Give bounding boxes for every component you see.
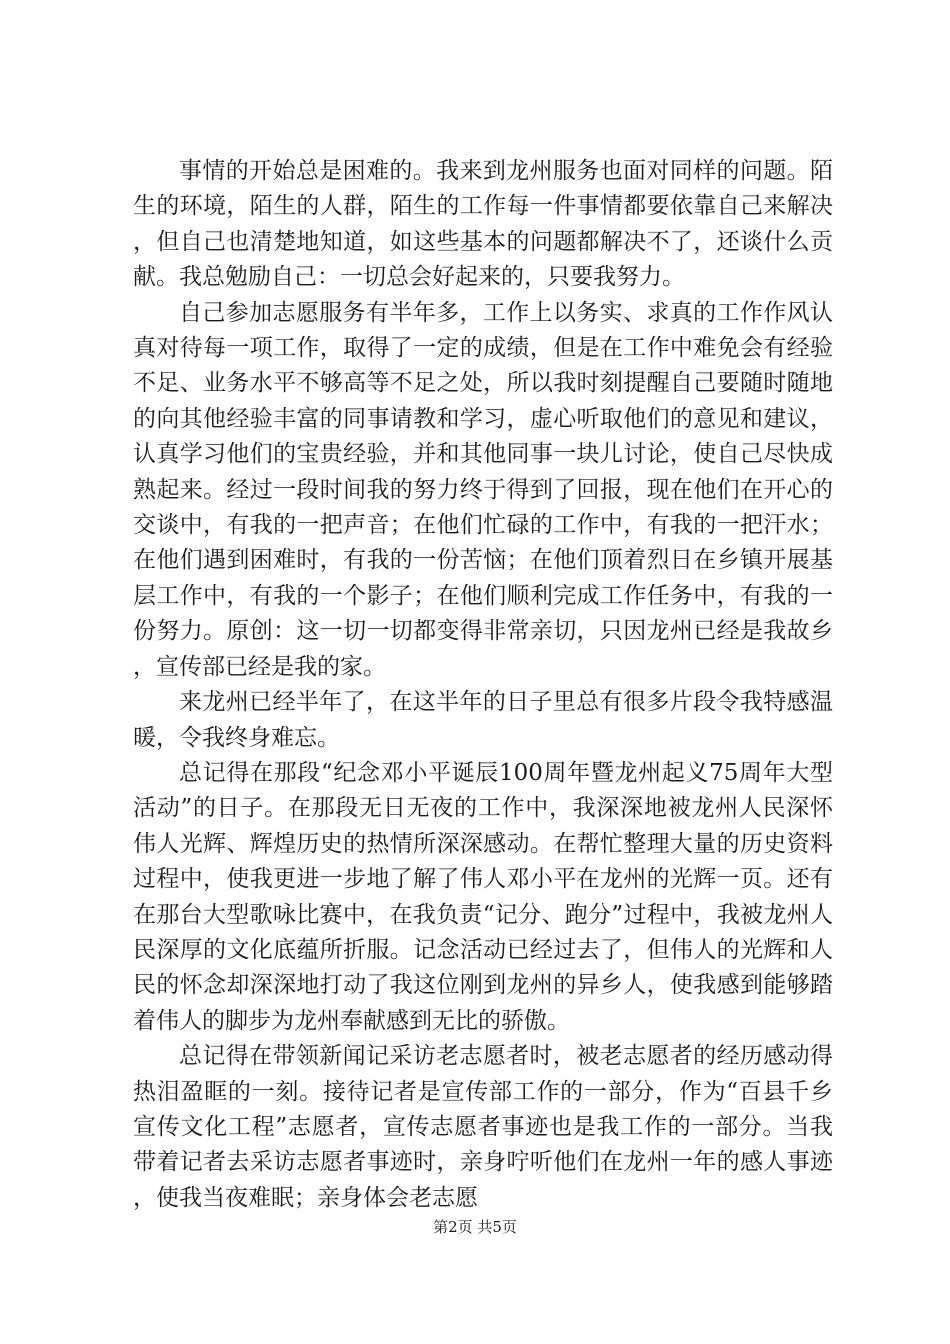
paragraph: 来龙州已经半年了，在这半年的日子里总有很多片段令我特感温暖，令我终身难忘。 xyxy=(133,689,833,751)
document-body xyxy=(133,154,833,1216)
paragraph: 总记得在带领新闻记采访老志愿者时，被老志愿者的经历感动得热泪盈眶的一刻。接待记者是宣传部工作的一部分，作为“百县千乡宣传文化工程”志愿者，宣传志愿者事迹也是我工作的一部分。当我带着记者去采访志愿者事迹时，亲身咛听他们在龙州一年的感人事迹，使我当夜难眠；亲身体会老志愿 xyxy=(133,1043,833,1211)
paragraph: 自己参加志愿服务有半年多，工作上以务实、求真的工作作风认真对待每一项工作，取得了一定的成绩，但是在工作中难免会有经验不足、业务水平不够高等不足之处，所以我时刻提醒自己要随时随地的向其他经验丰富的同事请教和学习，虚心听取他们的意见和建议，认真学习他们的宝贵经验，并和其他同事一块儿讨论，使自己尽快成熟起来。经过一段时间我的努力终于得到了回报，现在他们在开心的交谈中，有我的一把声音；在他们忙碌的工作中，有我的一把汗水；在他们遇到困难时，有我的一份苦恼；在他们顶着烈日在乡镇开展基层工作中，有我的一个影子；在他们顺利完成工作任务中，有我的一份努力。原创：这一切一切都变得非常亲切，只因龙州已经是我故乡，宣传部已经是我的家。 xyxy=(133,299,833,680)
paragraph: 总记得在那段“纪念邓小平诞辰100周年暨龙州起义75周年大型活动”的日子。在那段无日无夜的工作中，我深深地被龙州人民深怀伟人光辉、辉煌历史的热情所深深感动。在帮忙整理大量的历史资料过程中，使我更进一步地了解了伟人邓小平在龙州的光辉一页。还有在那台大型歌咏比赛中，在我负责“记分、跑分”过程中，我被龙州人民深厚的文化底蕴所折服。记念活动已经过去了，但伟人的光辉和人民的怀念却深深地打动了我这位刚到龙州的异乡人，使我感到能够踏着伟人的脚步为龙州奉献感到无比的骄傲。 xyxy=(133,759,833,1034)
paragraph: 事情的开始总是困难的。我来到龙州服务也面对同样的问题。陌生的环境，陌生的人群，陌生的工作每一件事情都要依靠自己来解决，但自己也清楚地知道，如这些基本的问题都解决不了，还谈什么贡献。我总勉励自己：一切总会好起来的，只要我努力。 xyxy=(133,158,833,291)
page-number-footer: 第2页 共5页 xyxy=(433,1218,517,1236)
